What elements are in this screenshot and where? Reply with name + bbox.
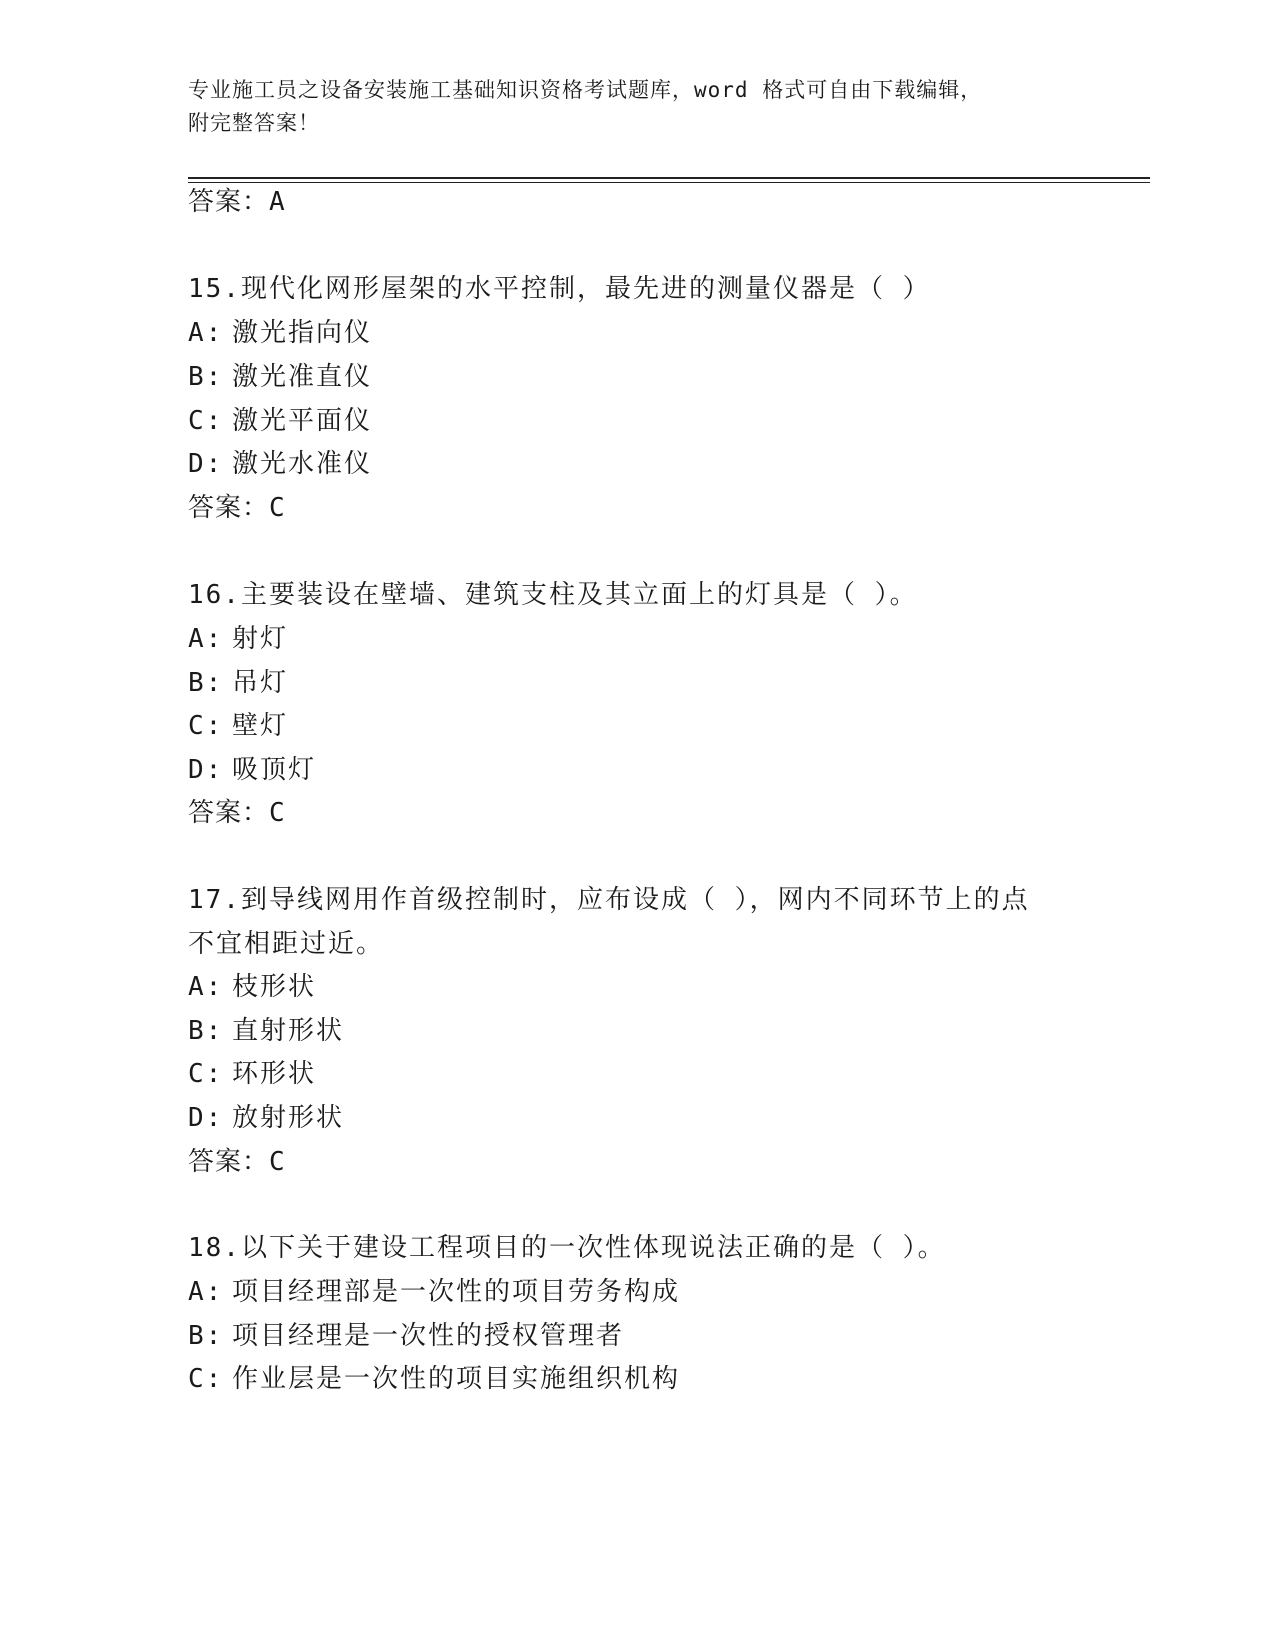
option-letter: C:: [188, 1059, 224, 1089]
option-c: [188, 710, 288, 742]
option-text: 枝形状: [232, 972, 317, 1002]
option-text: 作业层是一次性的项目实施组织机构: [232, 1364, 681, 1394]
option-letter: D:: [188, 755, 224, 785]
option-a: [188, 317, 372, 349]
option-c: [188, 1058, 316, 1090]
option-a: [188, 1276, 680, 1308]
option-d: [188, 1102, 344, 1134]
answer-line: [188, 186, 286, 218]
option-c: [188, 405, 372, 437]
option-a: [188, 971, 316, 1003]
option-text: 激光指向仪: [232, 318, 373, 348]
option-letter: B:: [188, 1016, 224, 1046]
option-text: 激光平面仪: [232, 406, 373, 436]
answer-label: 答案：: [188, 187, 270, 217]
answer-label: 答案：: [188, 493, 270, 523]
option-a: [188, 623, 288, 655]
option-text: 射灯: [232, 624, 289, 654]
answer-value: C: [269, 493, 286, 523]
option-letter: D:: [188, 449, 224, 479]
option-b: [188, 667, 288, 699]
header-divider-thick: [188, 177, 1150, 179]
option-letter: C:: [188, 406, 224, 436]
option-letter: A:: [188, 318, 224, 348]
option-text: 直射形状: [232, 1016, 345, 1046]
header-divider-thin: [188, 182, 1150, 183]
option-letter: D:: [188, 1103, 224, 1133]
answer-line: [188, 492, 286, 524]
question-stem-continued: 不宜相距过近。: [188, 929, 385, 959]
option-letter: A:: [188, 1277, 224, 1307]
header-line-1: 专业施工员之设备安装施工基础知识资格考试题库，word 格式可自由下载编辑，: [188, 78, 983, 102]
option-d: [188, 448, 372, 480]
document-header: [188, 74, 1068, 140]
option-b: [188, 1015, 344, 1047]
option-d: [188, 754, 316, 786]
question-stem: 17.到导线网用作首级控制时，应布设成（ ），网内不同环节上的点: [188, 885, 1030, 915]
question-stem: 16.主要装设在壁墙、建筑支柱及其立面上的灯具是（ ）。: [188, 580, 918, 610]
option-letter: A:: [188, 972, 224, 1002]
answer-line: [188, 1146, 286, 1178]
answer-value: C: [269, 1147, 286, 1177]
answer-label: 答案：: [188, 1147, 270, 1177]
option-text: 吊灯: [232, 668, 289, 698]
option-text: 吸顶灯: [232, 755, 317, 785]
answer-label: 答案：: [188, 798, 270, 828]
option-letter: C:: [188, 1364, 224, 1394]
question-stem: 15.现代化网形屋架的水平控制，最先进的测量仪器是（ ）: [188, 274, 931, 304]
option-text: 激光准直仪: [232, 362, 373, 392]
option-letter: B:: [188, 668, 224, 698]
option-letter: B:: [188, 362, 224, 392]
option-text: 项目经理部是一次性的项目劳务构成: [232, 1277, 681, 1307]
option-text: 环形状: [232, 1059, 317, 1089]
option-letter: A:: [188, 624, 224, 654]
question-stem: 18.以下关于建设工程项目的一次性体现说法正确的是（ ）。: [188, 1233, 946, 1263]
answer-line: [188, 797, 286, 829]
option-text: 激光水准仪: [232, 449, 373, 479]
option-c: [188, 1363, 680, 1395]
option-text: 壁灯: [232, 711, 289, 741]
option-b: [188, 1320, 624, 1352]
answer-value: A: [269, 187, 286, 217]
option-b: [188, 361, 372, 393]
answer-value: C: [269, 798, 286, 828]
option-text: 项目经理是一次性的授权管理者: [232, 1321, 625, 1351]
option-text: 放射形状: [232, 1103, 345, 1133]
header-line-2: 附完整答案！: [188, 111, 320, 135]
option-letter: B:: [188, 1321, 224, 1351]
option-letter: C:: [188, 711, 224, 741]
